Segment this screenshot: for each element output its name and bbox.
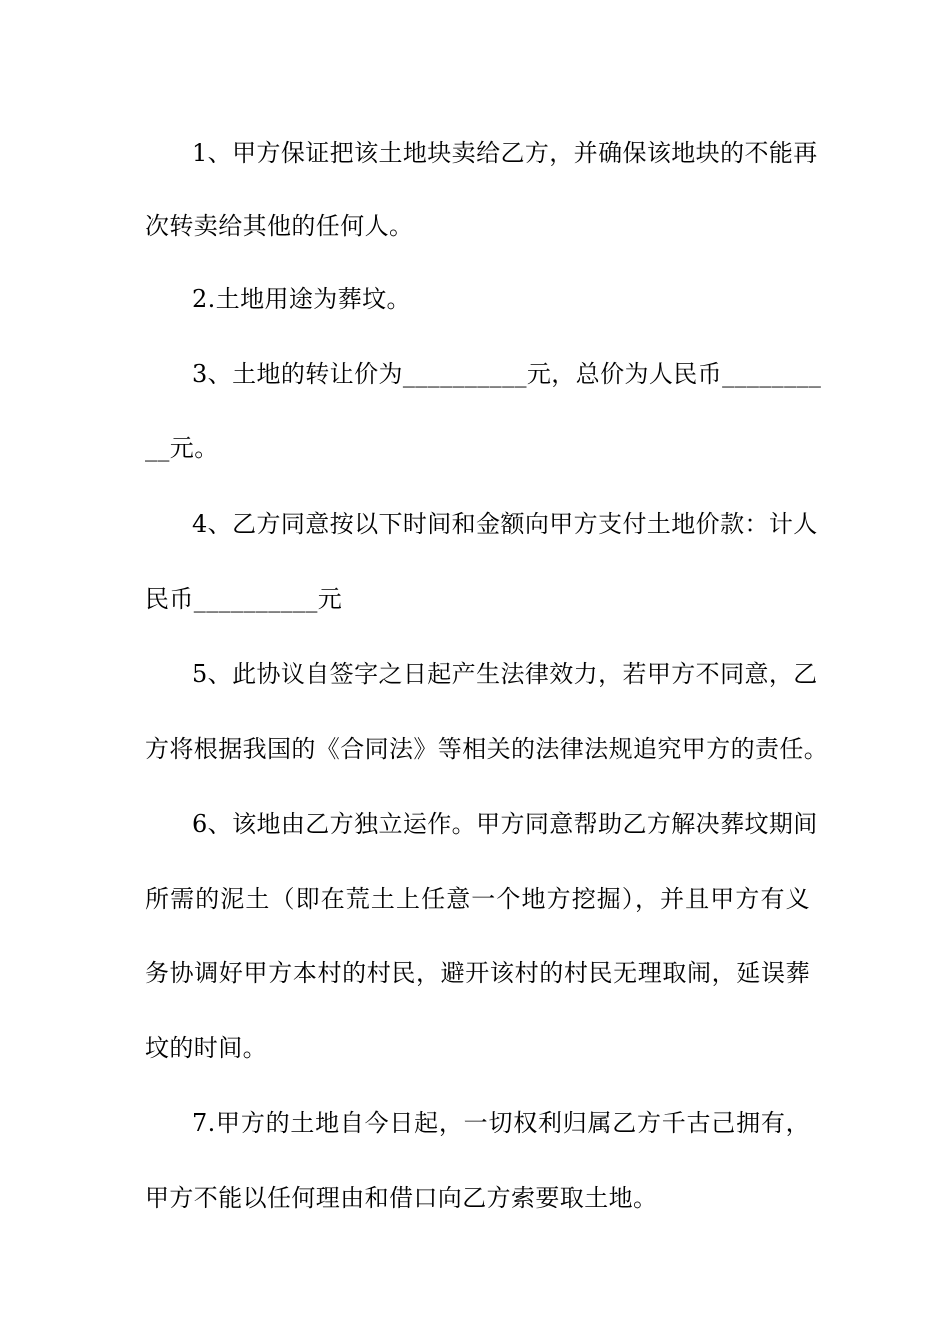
clause-5-line-2: 方将根据我国的《合同法》等相关的法律法规追究甲方的责任。 [145,735,829,763]
clause-3-line-1: 3、土地的转让价为__________元，总价为人民币________ [192,360,822,388]
clause-7-line-1: 7.甲方的土地自今日起，一切权利归属乙方千古己拥有， [192,1109,810,1137]
clause-4-line-1: 4、乙方同意按以下时间和金额向甲方支付土地价款：计人 [192,510,818,538]
clause-1-line-2: 次转卖给其他的任何人。 [145,212,414,240]
clause-3-line-2: __元。 [145,434,219,462]
clause-7-line-2: 甲方不能以任何理由和借口向乙方索要取土地。 [145,1184,658,1212]
clause-6-line-3: 务协调好甲方本村的村民，避开该村的村民无理取闹，延误葬 [145,959,810,987]
clause-6-line-2: 所需的泥土（即在荒土上任意一个地方挖掘），并且甲方有义 [145,885,810,913]
clause-2-line-1: 2.土地用途为葬坟。 [192,285,411,313]
clause-6-line-1: 6、该地由乙方独立运作。甲方同意帮助乙方解决葬坟期间 [192,810,818,838]
clause-5-line-1: 5、此协议自签字之日起产生法律效力，若甲方不同意，乙 [192,660,818,688]
clause-6-line-4: 坟的时间。 [145,1034,267,1062]
clause-4-line-2: 民币__________元 [145,585,343,613]
clause-1-line-1: 1、甲方保证把该土地块卖给乙方，并确保该地块的不能再 [192,139,818,167]
